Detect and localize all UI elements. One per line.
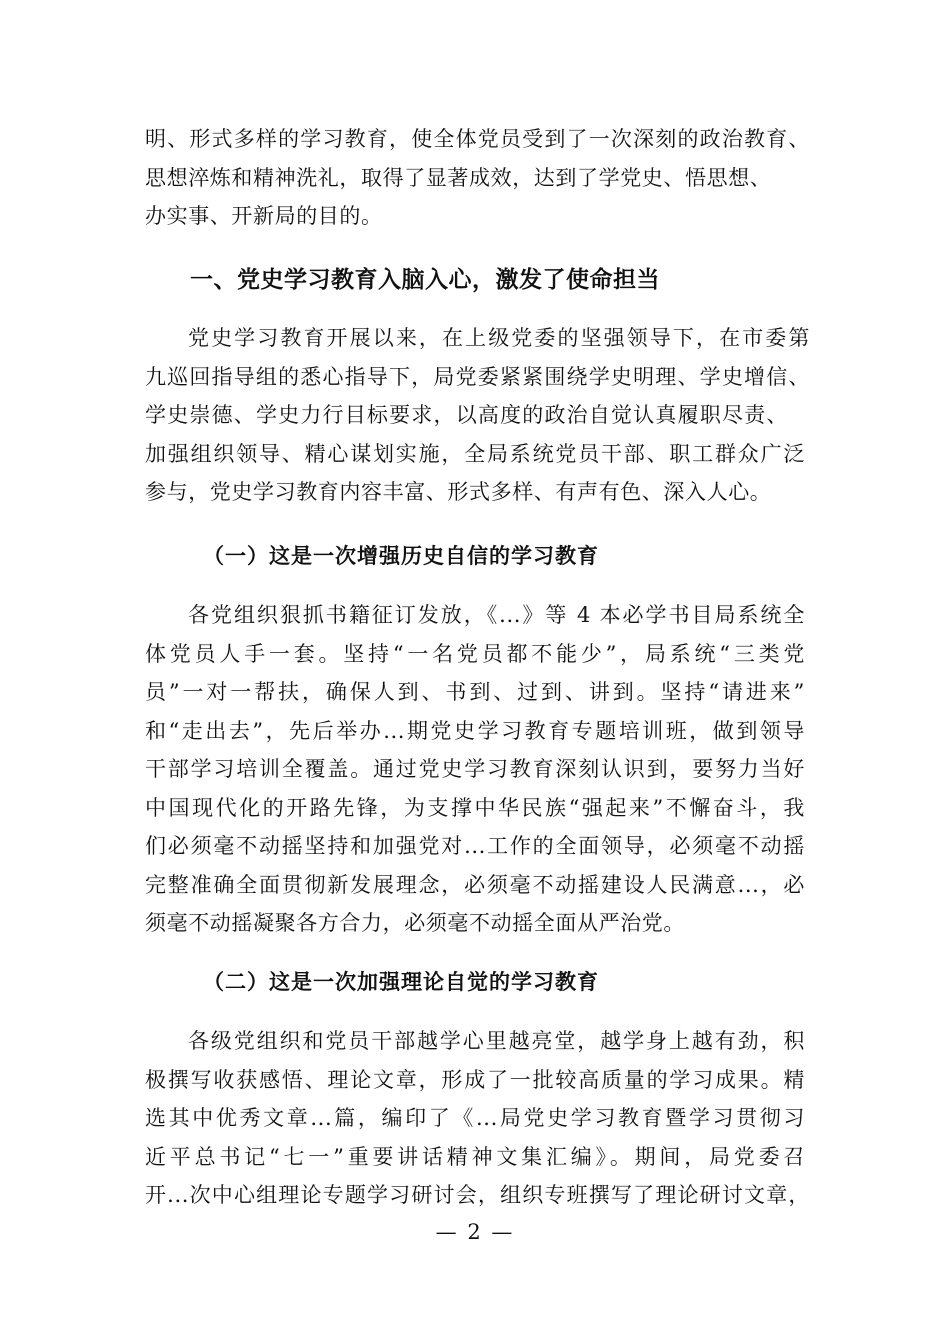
paragraph-1: [145, 319, 810, 512]
text-line: 思想淬炼和精神洗礼，取得了显著成效，达到了学党史、悟思想、: [145, 165, 772, 190]
text-line: 九巡回指导组的悉心指导下，局党委紧紧围绕学史明理、学史增信、: [145, 364, 810, 389]
page-number: — 2 —: [435, 1220, 515, 1244]
subsection-heading: （二）这是一次加强理论自觉的学习教育: [203, 970, 599, 994]
text-line: 各级党组织和党员干部越学心里越亮堂，越学身上越有劲，积: [188, 1029, 805, 1053]
paragraph-2: [145, 596, 810, 943]
text-line: 参与，党史学习教育内容丰富、形式多样、有声有色、深入人心。: [145, 480, 772, 504]
text-line: 明、形式多样的学习教育，使全体党员受到了一次深刻的政治教育、: [145, 127, 810, 151]
text-line: 学史崇德、学史力行目标要求，以高度的政治自觉认真履职尽责、: [145, 403, 788, 427]
text-line: 员”一对一帮扶，确保人到、书到、过到、讲到。坚持“请进来”: [145, 680, 805, 704]
text-line: 干部学习培训全覆盖。通过党史学习教育深刻认识到，要努力当好: [145, 757, 805, 781]
text-line: 办实事、开新局的目的。: [145, 204, 383, 228]
text-line: 各党组织狠抓书籍征订发放，《...》等 4 本必学书目局系统全: [188, 603, 805, 627]
text-line: 党史学习教育开展以来，在上级党委的坚强领导下，在市委第: [188, 326, 810, 350]
paragraph-3: [145, 1022, 810, 1215]
text-line: 选其中优秀文章...篇，编印了《...局党史学习教育暨学习贯彻习: [145, 1106, 805, 1130]
text-line: 须毫不动摇凝聚各方合力，必须毫不动摇全面从严治党。: [145, 911, 685, 935]
subsection-heading: （一）这是一次增强历史自信的学习教育: [203, 544, 599, 568]
text-line: 加强组织领导、精心谋划实施，全局系统党员干部、职工群众广泛: [145, 441, 805, 466]
intro-paragraph: [145, 120, 810, 236]
text-line: 们必须毫不动摇坚持和加强党对...工作的全面领导，必须毫不动摇: [145, 834, 805, 858]
text-line: 体党员人手一套。坚持“一名党员都不能少”，局系统“三类党: [145, 641, 805, 666]
section-heading: 一、党史学习教育入脑入心，激发了使命担当: [190, 267, 660, 293]
text-line: 开...次中心组理论专题学习研讨会，组织专班撰写了理论研讨文章，: [145, 1183, 810, 1207]
text-line: 中国现代化的开路先锋，为支撑中华民族“强起来”不懈奋斗，我: [145, 795, 805, 820]
text-line: 和“走出去”，先后举办...期党史学习教育专题培训班，做到领导: [145, 718, 805, 743]
text-line: 极撰写收获感悟、理论文章，形成了一批较高质量的学习成果。精: [145, 1067, 805, 1092]
text-line: 完整准确全面贯彻新发展理念，必须毫不动摇建设人民满意...，必: [145, 872, 805, 897]
text-line: 近平总书记“七一”重要讲话精神文集汇编》。期间，局党委召: [145, 1144, 805, 1169]
